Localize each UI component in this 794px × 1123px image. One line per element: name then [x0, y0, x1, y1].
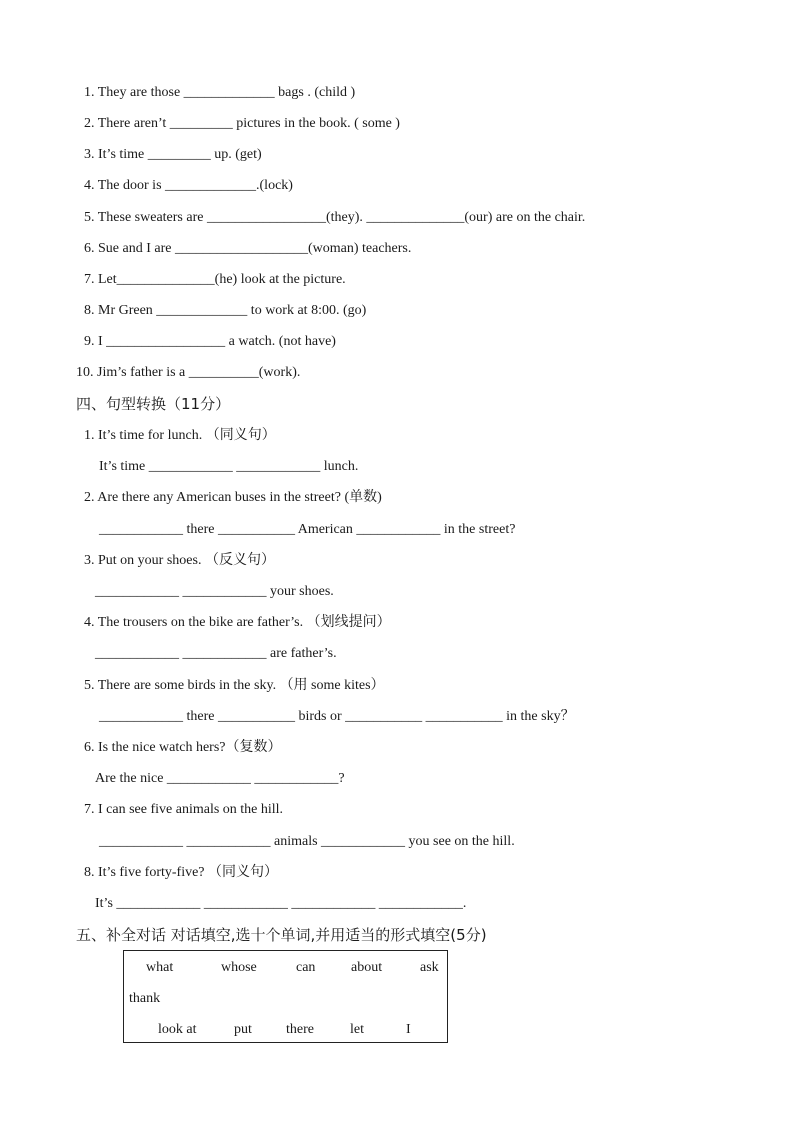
part3-item-1: 1. They are those _____________ bags . (child ) — [84, 85, 356, 100]
part3-item-3: 3. It’s time _________ up. (get) — [84, 147, 262, 162]
word-bank-box — [123, 950, 448, 1043]
part3-item-7: 7. Let______________(he) look at the picture. — [84, 272, 346, 287]
part3-item-5: 5. These sweaters are _________________(they). ______________(our) are on the chair. — [84, 210, 586, 225]
part4-line: 7. I can see five animals on the hill. — [84, 802, 284, 817]
part4-line: ____________ ____________ are father’s. — [95, 646, 337, 661]
part4-line: Are the nice ____________ ____________? — [95, 771, 345, 786]
part4-line: ____________ ____________ animals ____________ you see on the hill. — [99, 834, 515, 849]
part4-line: 8. It’s five forty-five? （同义句） — [84, 865, 279, 880]
part3-item-8: 8. Mr Green _____________ to work at 8:00. (go) — [84, 303, 367, 318]
part3-item-2: 2. There aren’t _________ pictures in the book. ( some ) — [84, 116, 400, 131]
word-bank-word: what — [146, 960, 174, 975]
part4-line: 6. Is the nice watch hers?（复数） — [84, 740, 282, 755]
part4-heading: 四、句型转换（11分） — [76, 395, 231, 413]
word-bank-word: can — [296, 960, 316, 975]
part4-line: ____________ ____________ your shoes. — [95, 584, 334, 599]
word-bank-word: whose — [221, 960, 257, 975]
word-bank-word: look at — [158, 1022, 197, 1037]
word-bank-word: I — [406, 1022, 411, 1037]
part4-line: It’s time ____________ ____________ lunch. — [99, 459, 359, 474]
part4-line: 1. It’s time for lunch. （同义句） — [84, 428, 276, 443]
part3-item-6: 6. Sue and I are ___________________(woman) teachers. — [84, 241, 412, 256]
word-bank-word: ask — [420, 960, 439, 975]
word-bank-word: about — [351, 960, 383, 975]
part3-item-4: 4. The door is _____________.(lock) — [84, 178, 293, 193]
part5-heading: 五、补全对话 对话填空,选十个单词,并用适当的形式填空(5分) — [76, 926, 487, 944]
word-bank-word: thank — [129, 991, 161, 1006]
part4-line: 5. There are some birds in the sky. （用 some kites） — [84, 678, 385, 693]
part3-item-9: 9. I _________________ a watch. (not have) — [84, 334, 336, 349]
part4-line: 2. Are there any American buses in the street? (单数) — [84, 490, 382, 505]
word-bank-word: there — [286, 1022, 314, 1037]
part4-line: 4. The trousers on the bike are father’s. （划线提问） — [84, 615, 391, 630]
part4-line: 3. Put on your shoes. （反义句） — [84, 553, 275, 568]
part4-line: ____________ there ___________ birds or ___________ ___________ in the sky？ — [99, 709, 575, 724]
word-bank-word: put — [234, 1022, 252, 1037]
part4-line: ____________ there ___________ American ____________ in the street? — [99, 522, 516, 537]
word-bank-word: let — [350, 1022, 364, 1037]
part4-line: It’s ____________ ____________ ____________ ____________. — [95, 896, 467, 911]
part3-item-10: 10. Jim’s father is a __________(work). — [76, 365, 301, 380]
